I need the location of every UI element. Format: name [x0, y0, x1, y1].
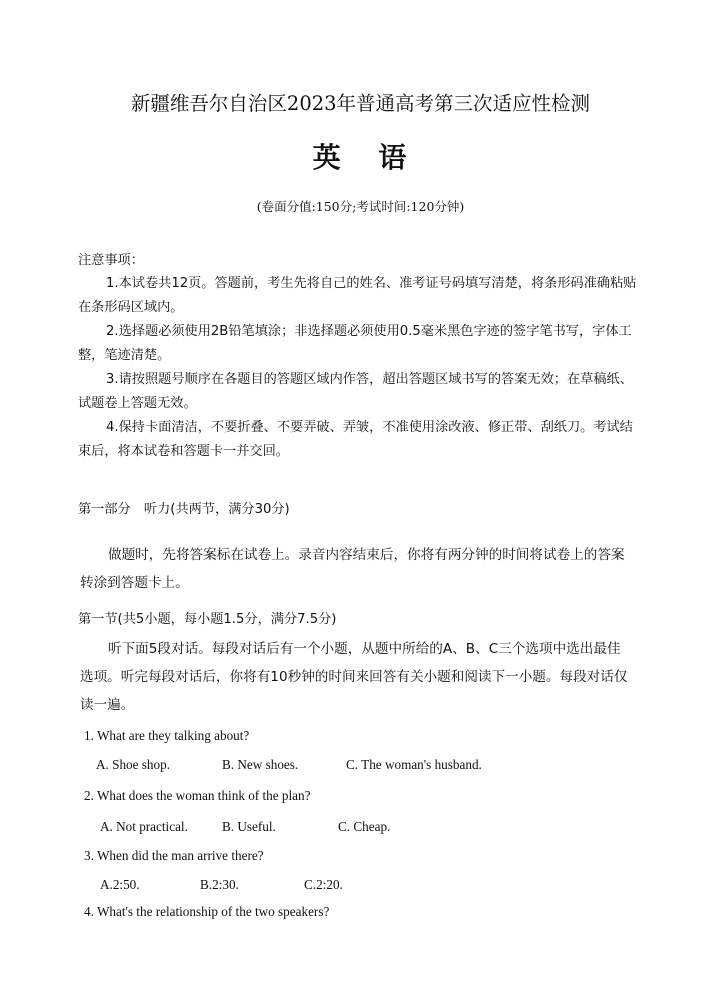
section1-line3: 读一遍。	[80, 697, 135, 713]
notice-item-1: 1.本试卷共12页。答题前，考生先将自己的姓名、准考证号码填写清楚，将条形码准确粘贴在条形码区域内。	[78, 276, 637, 315]
question-3-option-a: A.2:50.	[100, 877, 140, 892]
section1-line1: 听下面5段对话。每段对话后有一个小题，从题中所给的A、B、C三个选项中选出最佳	[108, 641, 621, 657]
part1-intro-line2: 转涂到答题卡上。	[80, 575, 189, 591]
notice-item-2: 2.选择题必须使用2B铅笔填涂；非选择题必须使用0.5毫米黑色字迹的签字笔书写，字体工整，笔迹清楚。	[78, 324, 632, 363]
part1-heading: 第一部分 听力(共两节，满分30分)	[78, 502, 290, 517]
section1-heading: 第一节(共5小题，每小题1.5分，满分7.5分)	[78, 612, 337, 627]
question-3-option-b: B.2:30.	[200, 877, 239, 892]
part1-intro-line1: 做题时，先将答案标在试卷上。录音内容结束后，你将有两分钟的时间将试卷上的答案	[108, 547, 625, 563]
exam-title: 新疆维吾尔自治区2023年普通高考第三次适应性检测	[130, 92, 591, 115]
notice-item-4: 4.保持卡面清洁，不要折叠、不要弄破、弄皱，不准使用涂改液、修正带、刮纸刀。考试结束后，将本试卷和答题卡一并交回。	[78, 420, 633, 459]
notice-heading: 注意事项：	[78, 253, 144, 268]
question-2-option-c: C. Cheap.	[338, 819, 391, 834]
question-4-stem: 4. What's the relationship of the two speakers?	[84, 904, 330, 919]
notice-list	[78, 272, 643, 464]
score-time-info: (卷面分值:150分;考试时间:120分钟)	[256, 199, 465, 214]
question-2-option-a: A. Not practical.	[100, 819, 188, 834]
question-1-option-b: B. New shoes.	[222, 757, 299, 772]
question-1-option-a: A. Shoe shop.	[96, 757, 170, 772]
question-1-option-c: C. The woman's husband.	[346, 757, 482, 772]
question-1-stem: 1. What are they talking about?	[84, 728, 250, 743]
question-2-option-b: B. Useful.	[222, 819, 276, 834]
question-3-stem: 3. When did the man arrive there?	[84, 848, 264, 863]
question-2-stem: 2. What does the woman think of the plan?	[84, 788, 311, 803]
question-3-option-c: C.2:20.	[304, 877, 343, 892]
notice-item-3: 3.请按照题号顺序在各题目的答题区域内作答，超出答题区域书写的答案无效；在草稿纸、试题卷上答题无效。	[78, 372, 633, 411]
subject-title: 英 语	[312, 141, 421, 174]
section1-line2: 选项。听完每段对话后，你将有10秒钟的时间来回答有关小题和阅读下一小题。每段对话仅	[80, 669, 628, 685]
